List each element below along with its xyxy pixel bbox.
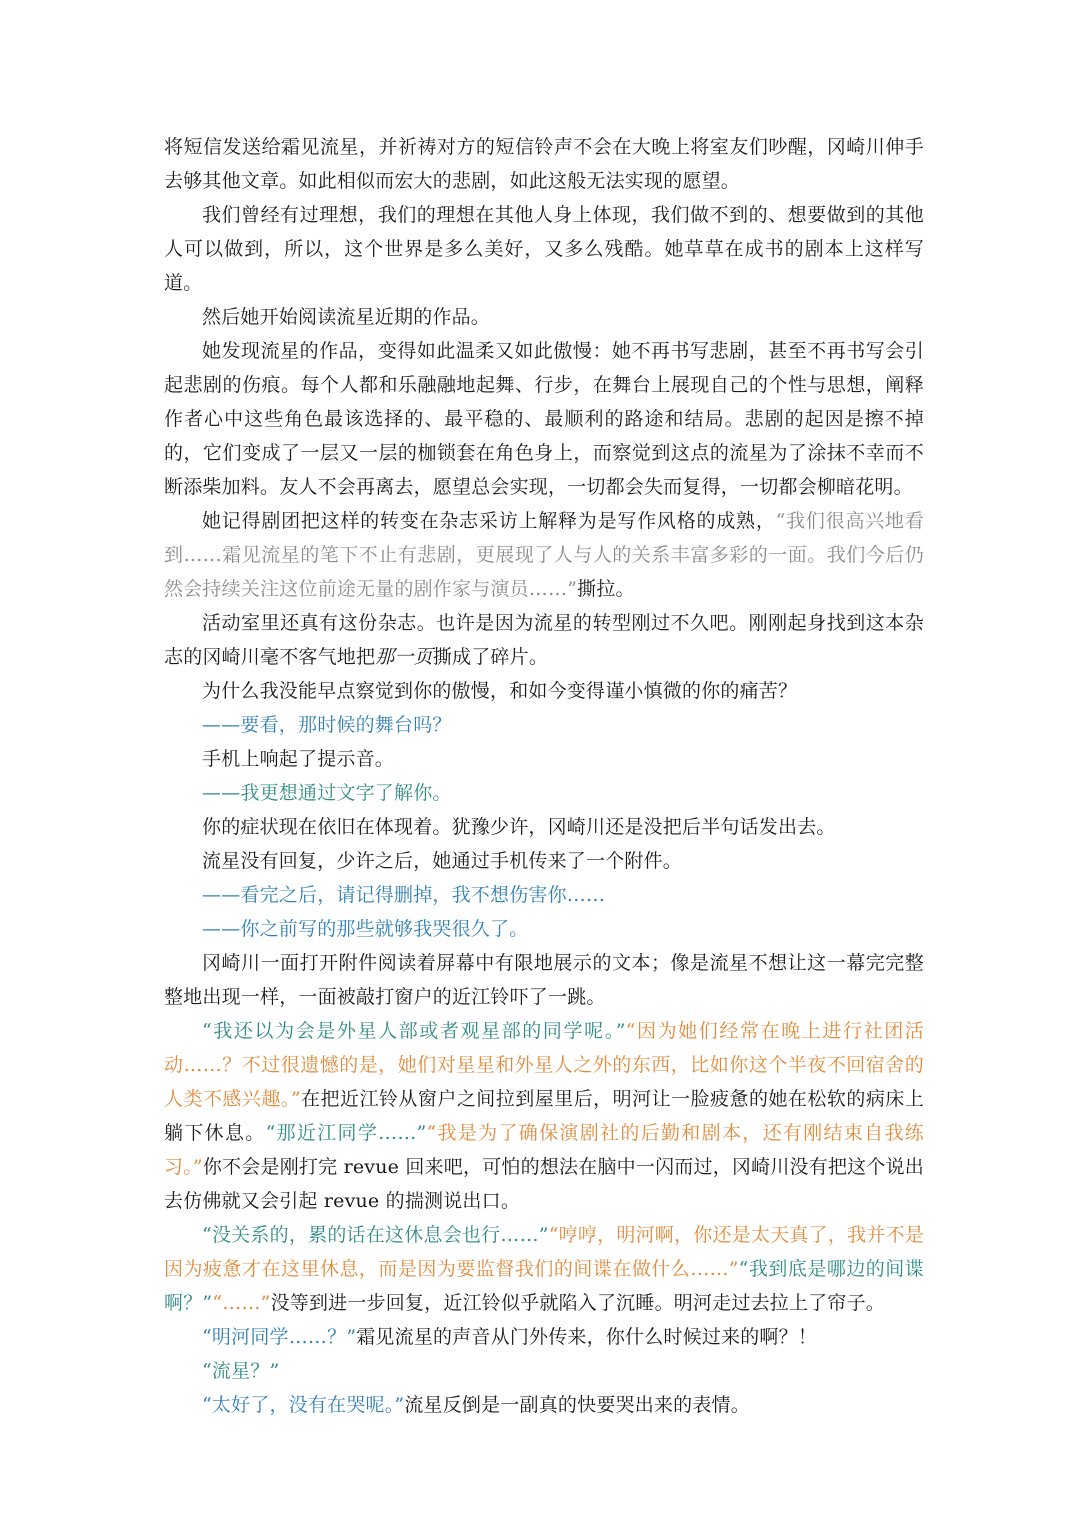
paragraph (164, 742, 924, 776)
text-segment: 撕拉。 (577, 578, 635, 600)
text-segment: “我们很高兴地看到……霜见流星的笔下不止有悲剧，更展现了人与人的关系丰富多彩的一面。我们今后仍然会持续关注这位前途无量的剧作家与演员……” (164, 510, 924, 600)
text-segment: 我们曾经有过理想，我们的理想在其他人身上体现，我们做不到的、想要做到的其他人可以做到，所以，这个世界是多么美好，又多么残酷。她草草在成书的剧本上这样写道。 (164, 204, 924, 294)
paragraph (164, 776, 924, 810)
text-segment: “……” (212, 1292, 271, 1314)
text-segment: 活动室里还真有这份杂志。也许是因为流星的转型刚过不久吧。刚刚起身找到这本杂志的冈崎川毫不客气地把 (164, 612, 924, 668)
text-segment: 在把近江铃从窗户之间拉到屋里后，明河让一脸疲惫的她在松软的病床上躺下休息。 (164, 1088, 924, 1144)
text-segment: 没等到进一步回复，近江铃似乎就陷入了沉睡。明河走过去拉上了帘子。 (270, 1292, 885, 1314)
paragraph (164, 1014, 924, 1218)
text-segment: 她记得剧团把这样的转变在杂志采访上解释为是写作风格的成熟， (202, 510, 776, 532)
text-segment: 冈崎川一面打开附件阅读着屏幕中有限地展示的文本；像是流星不想让这一幕完完整整地出现一样，一面被敲打窗户的近江铃吓了一跳。 (164, 952, 924, 1008)
text-segment: 她发现流星的作品，变得如此温柔又如此傲慢：她不再书写悲剧，甚至不再书写会引起悲剧的伤痕。每个人都和乐融融地起舞、行步，在舞台上展现自己的个性与思想，阐释作者心中这些角色最该选择的、最平稳的、最顺利的路途和结局。悲剧的起因是擦不掉的，它们变成了一层又一层的枷锁套在角色身上，而察觉到这点的流星为了涂抹不幸而不断添柴加料。友人不会再离去，愿望总会实现，一切都会失而复得，一切都会柳暗花明。 (164, 340, 924, 498)
text-segment: 流星反倒是一副真的快要哭出来的表情。 (404, 1394, 750, 1416)
text-segment: 那一页 (375, 646, 433, 668)
paragraph (164, 1388, 924, 1422)
text-segment: “我到底是哪边的间谍啊？” (164, 1258, 924, 1314)
paragraph (164, 300, 924, 334)
paragraph (164, 1218, 924, 1320)
text-segment: 撕成了碎片。 (432, 646, 549, 668)
text-segment: 霜见流星的声音从门外传来，你什么时候过来的啊？！ (356, 1326, 818, 1348)
text-segment: ——你之前写的那些就够我哭很久了。 (202, 918, 529, 940)
paragraph (164, 198, 924, 300)
text-segment: “我是为了确保演剧社的后勤和剧本，还有刚结束自我练习。” (164, 1122, 924, 1178)
text-segment: “没关系的，累的话在这休息会也行……” (202, 1224, 549, 1246)
text-segment: 为什么我没能早点察觉到你的傲慢，和如今变得谨小慎微的你的痛苦？ (202, 680, 798, 702)
text-segment: ——看完之后，请记得删掉，我不想伤害你…… (202, 884, 606, 906)
paragraph (164, 708, 924, 742)
text-segment: “明河同学……？” (202, 1326, 357, 1348)
paragraph (164, 844, 924, 878)
paragraph (164, 674, 924, 708)
paragraph (164, 334, 924, 504)
paragraph (164, 606, 924, 674)
text-segment: 你的症状现在依旧在体现着。犹豫少许，冈崎川还是没把后半句话发出去。 (202, 816, 836, 838)
paragraph (164, 1320, 924, 1354)
text-segment: “那近江同学……” (265, 1122, 427, 1144)
text-segment: ——我更想通过文字了解你。 (202, 782, 452, 804)
paragraph (164, 912, 924, 946)
paragraph (164, 130, 924, 198)
paragraph (164, 878, 924, 912)
document-body (164, 130, 924, 1422)
paragraph (164, 810, 924, 844)
text-segment: ——要看，那时候的舞台吗？ (202, 714, 452, 736)
text-segment: “哼哼，明河啊，你还是太天真了，我并不是因为疲惫才在这里休息，而是因为要监督我们的间谍在做什么……” (164, 1224, 925, 1280)
text-segment: 流星没有回复，少许之后，她通过手机传来了一个附件。 (202, 850, 683, 872)
text-segment: “我还以为会是外星人部或者观星部的同学呢。” (202, 1020, 626, 1042)
paragraph (164, 1354, 924, 1388)
text-segment: 将短信发送给霜见流星，并祈祷对方的短信铃声不会在大晚上将室友们吵醒，冈崎川伸手去够其他文章。如此相似而宏大的悲剧，如此这般无法实现的愿望。 (164, 136, 924, 192)
text-segment: 然后她开始阅读流星近期的作品。 (202, 306, 491, 328)
text-segment: 你不会是刚打完 revue 回来吧，可怕的想法在脑中一闪而过，冈崎川没有把这个说出去仿佛就又会引起 revue 的揣测说出口。 (164, 1156, 924, 1212)
paragraph (164, 504, 924, 606)
text-segment: “因为她们经常在晚上进行社团活动……？不过很遗憾的是，她们对星星和外星人之外的东西，比如你这个半夜不回宿舍的人类不感兴趣。” (164, 1020, 924, 1110)
text-segment: “流星？” (202, 1360, 280, 1382)
paragraph (164, 946, 924, 1014)
text-segment: 手机上响起了提示音。 (202, 748, 395, 770)
text-segment: “太好了，没有在哭呢。” (202, 1394, 405, 1416)
